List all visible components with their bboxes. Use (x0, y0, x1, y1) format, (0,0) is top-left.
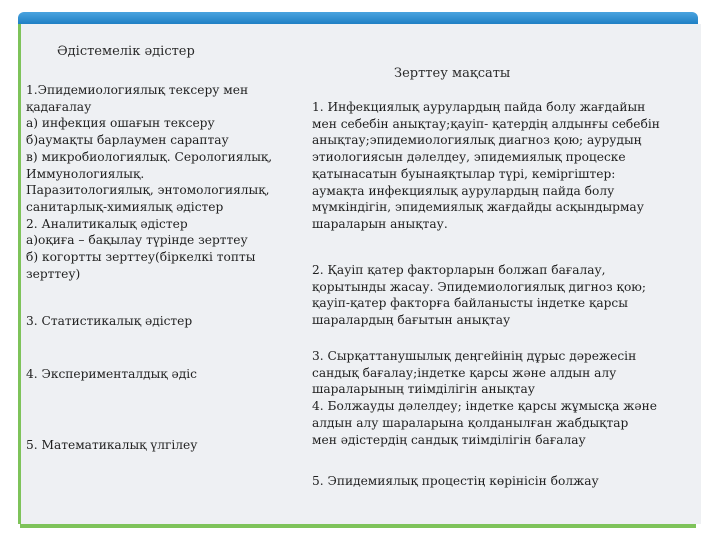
left-item-experimental: 4. Эксперименталдық әдіс (26, 367, 197, 381)
slide-top-accent-line (18, 12, 698, 24)
right-block-1-line: аумақта инфекциялық аурулардың пайда болу (312, 183, 615, 198)
right-block-1-line: 1. Инфекциялық аурулардың пайда болу жағдайын (312, 100, 646, 114)
left-column-header: Әдістемелік әдістер (57, 44, 195, 59)
right-block-2-line: 2. Қауіп қатер факторларын болжап бағалау, (312, 263, 606, 277)
right-block-2-line: қорытынды жасау. Эпидемиологиялық дигноз қою; (312, 279, 646, 294)
left-block-1-line: 2. Аналитикалық әдістер (26, 216, 188, 231)
right-goal-5: 5. Эпидемиялық процестің көрінісін болжау (312, 474, 599, 488)
right-block-3-line: мен әдістердің сандық тиімділігін бағалау (312, 432, 586, 447)
left-block-1-line: б)аумақты барлаумен сараптау (26, 133, 229, 148)
left-block-1-line: а)оқиға – бақылау түрінде зерттеу (26, 233, 248, 248)
left-item-mathematical: 5. Математикалық үлгілеу (26, 438, 198, 452)
right-block-3-line: алдын алу шараларына қолданылған жабдықтар (312, 415, 629, 430)
left-block-1-line: в) микробиологиялық. Серологиялық, (26, 149, 273, 164)
slide-top-bar (0, 0, 720, 27)
left-methods-block (26, 82, 272, 282)
left-block-1-line: 1.Эпидемиологиялық тексеру мен (26, 83, 249, 97)
right-block-1-line: этиологиясын дәлелдеу, эпидемиялық процеске (312, 150, 626, 165)
right-block-1-line: шараларын анықтау. (312, 216, 448, 231)
left-block-1-line: зерттеу) (26, 266, 81, 281)
right-goal-1-block (312, 99, 660, 233)
slide-bottom-accent-line (20, 524, 696, 528)
left-block-1-line: б) когортты зерттеу(біркелкі топты (26, 250, 256, 265)
right-goal-2-block (312, 262, 646, 329)
right-block-2-line: шаралардың бағытын анықтау (312, 313, 511, 328)
right-block-3-line: 4. Болжауды дәлелдеу; індетке қарсы жұмысқа және (312, 399, 657, 414)
right-column-header: Зерттеу мақсаты (394, 66, 511, 81)
right-block-1-line: қатынасатын буынаяқтылар түрі, кеміргіштер: (312, 166, 616, 181)
right-block-3-line: шараларының тиімділігін анықтау (312, 382, 535, 397)
left-block-1-line: Паразитологиялық, энтомологиялық, (26, 183, 270, 198)
right-goals-3-4-block (312, 348, 657, 448)
right-block-3-line: сандық бағалау;індетке қарсы және алдын алу (312, 365, 617, 380)
right-block-2-line: қауіп-қатер факторға байланысты індетке қарсы (312, 296, 628, 311)
left-block-1-line: Иммунологиялық. (26, 166, 145, 181)
left-block-1-line: қадағалау (26, 99, 92, 114)
left-item-statistical: 3. Статистикалық әдістер (26, 314, 193, 328)
right-block-3-line: 3. Сырқаттанушылық деңгейінің дұрыс дәрежесін (312, 349, 637, 363)
right-block-1-line: мен себебін анықтау;қауіп- қатердің алдынғы себебін (312, 116, 660, 131)
right-block-1-line: анықтау;эпидемиологиялық диагноз қою; аурудың (312, 133, 642, 148)
left-block-1-line: санитарлық-химиялық әдістер (26, 199, 224, 214)
left-block-1-line: а) инфекция ошағын тексеру (26, 116, 215, 131)
right-block-1-line: мүмкіндігін, эпидемиялық жағдайды асқындырмау (312, 200, 644, 215)
